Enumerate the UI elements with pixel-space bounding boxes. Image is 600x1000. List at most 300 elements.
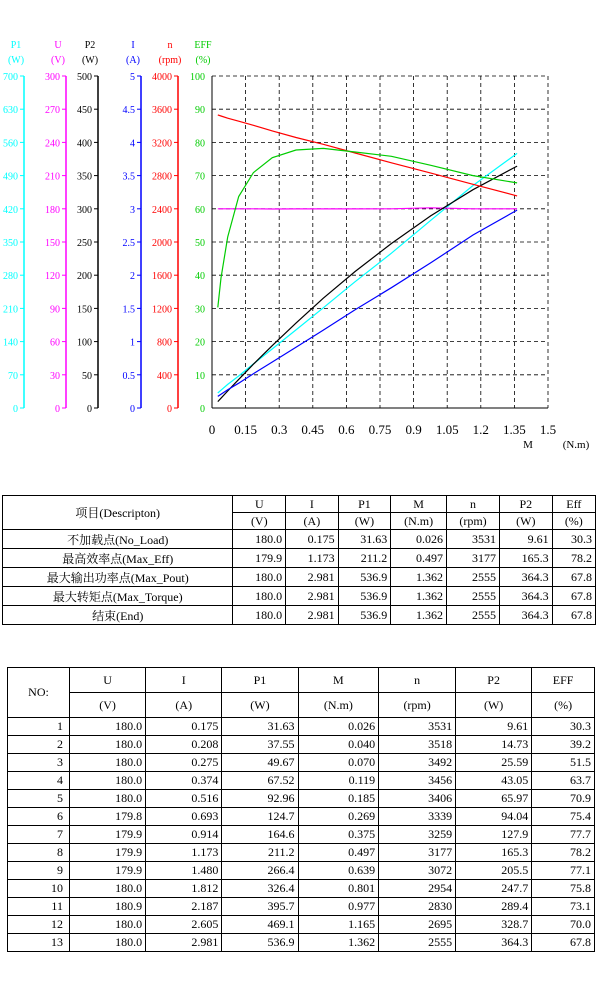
table-cell: 0.914 — [146, 826, 222, 844]
table-cell: 3531 — [379, 718, 456, 736]
table-cell: 77.1 — [532, 862, 595, 880]
table-row — [8, 754, 595, 772]
summary-header: P1 — [338, 496, 391, 513]
x-tick-label: 0.45 — [301, 422, 325, 437]
table-cell: 3339 — [379, 808, 456, 826]
points-unit: (A) — [146, 693, 222, 718]
table-cell: 65.97 — [456, 790, 532, 808]
x-tick-label: 1.35 — [503, 422, 526, 437]
points-header-no: NO: — [8, 668, 70, 718]
table-row — [8, 772, 595, 790]
table-cell: 127.9 — [456, 826, 532, 844]
tick-label: 3200 — [152, 138, 172, 150]
table-cell: 124.7 — [222, 808, 298, 826]
axis-unit: (W) — [81, 55, 99, 66]
table-cell: 70.0 — [532, 916, 595, 934]
tick-label: 560 — [3, 138, 18, 150]
summary-header: U — [233, 496, 286, 513]
tick-label: 10 — [195, 370, 205, 382]
x-tick-label: 0.15 — [234, 422, 257, 437]
tick-label: 60 — [195, 204, 205, 216]
tick-label: 90 — [50, 304, 60, 316]
table-cell: 3177 — [379, 844, 456, 862]
table-cell: 94.04 — [456, 808, 532, 826]
table-cell: 70.9 — [532, 790, 595, 808]
x-tick-label: 1.2 — [472, 422, 489, 437]
summary-header: P2 — [500, 496, 553, 513]
axis-i — [123, 40, 142, 415]
summary-header: n — [446, 496, 499, 513]
table-cell: 0.375 — [298, 826, 379, 844]
tick-label: 2400 — [152, 204, 172, 216]
summary-unit: (W) — [338, 513, 391, 530]
axis-name: I — [131, 40, 135, 51]
tick-label: 5 — [130, 72, 135, 83]
series-line-u — [218, 208, 517, 209]
table-cell: 77.7 — [532, 826, 595, 844]
axis-p1 — [3, 40, 24, 415]
axis-name: P1 — [10, 40, 22, 51]
table-cell: 180.0 — [69, 790, 145, 808]
axis-name: EFF — [194, 40, 212, 51]
table-cell: 最大输出功率点(Max_Pout) — [3, 568, 233, 587]
table-cell: 0.026 — [391, 530, 447, 549]
tick-label: 800 — [157, 337, 172, 349]
table-cell: 0.269 — [298, 808, 379, 826]
table-cell: 0.497 — [298, 844, 379, 862]
table-cell: 92.96 — [222, 790, 298, 808]
tick-label: 3600 — [152, 105, 172, 117]
table-row — [8, 718, 595, 736]
summary-unit: (A) — [286, 513, 339, 530]
points-unit-row — [8, 693, 595, 718]
series-line-i — [218, 210, 517, 396]
table-cell: 1.480 — [146, 862, 222, 880]
tick-label: 140 — [3, 337, 18, 349]
table-cell: 0.208 — [146, 736, 222, 754]
table-cell: 5 — [8, 790, 70, 808]
table-cell: 179.9 — [69, 862, 145, 880]
tick-label: 150 — [77, 304, 92, 316]
table-cell: 63.7 — [532, 772, 595, 790]
table-row — [8, 880, 595, 898]
x-tick-label: 0.75 — [368, 422, 392, 437]
table-cell: 0.497 — [391, 549, 447, 568]
tick-label: 350 — [77, 171, 92, 183]
table-cell: 49.67 — [222, 754, 298, 772]
table-cell: 75.8 — [532, 880, 595, 898]
axis-unit: (%) — [195, 55, 211, 66]
tick-label: 1600 — [152, 271, 172, 283]
table-row — [3, 568, 596, 587]
table-cell: 179.9 — [233, 549, 286, 568]
table-cell: 180.0 — [69, 736, 145, 754]
table-cell: 30.3 — [532, 718, 595, 736]
points-header: P1 — [222, 668, 298, 693]
table-cell: 536.9 — [338, 587, 391, 606]
table-cell: 364.3 — [500, 606, 553, 625]
table-cell: 78.2 — [532, 844, 595, 862]
table-cell: 3456 — [379, 772, 456, 790]
tick-label: 30 — [195, 304, 205, 316]
table-cell: 3072 — [379, 862, 456, 880]
tick-label: 30 — [50, 370, 60, 382]
table-cell: 2555 — [446, 606, 499, 625]
tick-label: 0 — [130, 404, 135, 415]
table-cell: 0.977 — [298, 898, 379, 916]
table-cell: 211.2 — [338, 549, 391, 568]
tick-label: 4.5 — [122, 105, 135, 117]
table-cell: 1.362 — [391, 587, 447, 606]
points-unit: (W) — [222, 693, 298, 718]
table-cell: 67.8 — [532, 934, 595, 952]
table-row — [3, 530, 596, 549]
points-unit: (N.m) — [298, 693, 379, 718]
table-cell: 165.3 — [456, 844, 532, 862]
tick-label: 40 — [195, 271, 205, 283]
table-row — [8, 916, 595, 934]
table-cell: 179.9 — [69, 844, 145, 862]
points-unit: (W) — [456, 693, 532, 718]
tick-label: 4 — [130, 138, 135, 150]
table-cell: 2.981 — [286, 587, 339, 606]
table-row — [3, 606, 596, 625]
tick-label: 1200 — [152, 304, 172, 316]
table-cell: 2.981 — [286, 606, 339, 625]
table-cell: 1.362 — [391, 606, 447, 625]
x-tick-label: 1.05 — [435, 422, 459, 437]
tick-label: 1.5 — [122, 304, 135, 316]
tick-label: 0 — [55, 404, 60, 415]
table-cell: 180.0 — [233, 606, 286, 625]
table-cell: 1.812 — [146, 880, 222, 898]
table-cell: 2830 — [379, 898, 456, 916]
table-cell: 43.05 — [456, 772, 532, 790]
points-unit: (V) — [69, 693, 145, 718]
table-cell: 75.4 — [532, 808, 595, 826]
table-cell: 1.173 — [146, 844, 222, 862]
table-cell: 0.175 — [286, 530, 339, 549]
tick-label: 500 — [77, 72, 92, 83]
table-row — [3, 549, 596, 568]
table-cell: 1.173 — [286, 549, 339, 568]
axis-name: U — [54, 40, 62, 51]
table-cell: 67.8 — [552, 587, 595, 606]
table-cell: 0.185 — [298, 790, 379, 808]
table-cell: 12 — [8, 916, 70, 934]
tick-label: 0.5 — [122, 370, 135, 382]
points-header: EFF — [532, 668, 595, 693]
table-row — [8, 790, 595, 808]
table-cell: 0.070 — [298, 754, 379, 772]
table-cell: 165.3 — [500, 549, 553, 568]
table-cell: 180.0 — [233, 587, 286, 606]
table-cell: 2555 — [379, 934, 456, 952]
table-cell: 536.9 — [222, 934, 298, 952]
table-cell: 0.693 — [146, 808, 222, 826]
axis-unit: (A) — [126, 55, 140, 66]
axis-n — [152, 40, 181, 415]
tick-label: 2000 — [152, 238, 172, 249]
table-cell: 2.605 — [146, 916, 222, 934]
table-cell: 3 — [8, 754, 70, 772]
tick-label: 270 — [45, 105, 60, 117]
tick-label: 700 — [3, 72, 18, 83]
series-line-p1 — [218, 153, 517, 393]
tick-label: 630 — [3, 105, 18, 117]
table-row — [8, 808, 595, 826]
series-line-p2 — [218, 166, 517, 402]
x-tick-label: 1.5 — [539, 422, 557, 437]
table-cell: 6 — [8, 808, 70, 826]
tick-label: 0 — [167, 404, 172, 415]
table-cell: 2.981 — [146, 934, 222, 952]
tick-label: 210 — [3, 304, 18, 316]
table-cell: 3518 — [379, 736, 456, 754]
table-cell: 180.9 — [69, 898, 145, 916]
table-cell: 2 — [8, 736, 70, 754]
motor-performance-chart — [0, 0, 600, 470]
table-cell: 180.0 — [69, 880, 145, 898]
tick-label: 3 — [130, 204, 135, 216]
tick-label: 2 — [130, 271, 135, 283]
points-table — [7, 667, 595, 952]
tick-label: 150 — [45, 238, 60, 249]
table-row — [8, 826, 595, 844]
table-cell: 0.516 — [146, 790, 222, 808]
table-cell: 179.9 — [69, 826, 145, 844]
series-line-n — [218, 115, 517, 196]
table-cell: 结束(End) — [3, 606, 233, 625]
table-cell: 0.275 — [146, 754, 222, 772]
table-cell: 8 — [8, 844, 70, 862]
table-cell: 469.1 — [222, 916, 298, 934]
table-cell: 364.3 — [500, 587, 553, 606]
table-cell: 31.63 — [222, 718, 298, 736]
table-cell: 51.5 — [532, 754, 595, 772]
table-cell: 0.026 — [298, 718, 379, 736]
table-cell: 4 — [8, 772, 70, 790]
x-axis-ticks — [209, 422, 590, 451]
table-cell: 180.0 — [69, 916, 145, 934]
table-cell: 3531 — [446, 530, 499, 549]
points-unit: (rpm) — [379, 693, 456, 718]
tick-label: 210 — [45, 171, 60, 183]
summary-header: Eff — [552, 496, 595, 513]
table-cell: 205.5 — [456, 862, 532, 880]
tick-label: 300 — [77, 204, 92, 216]
table-cell: 不加载点(No_Load) — [3, 530, 233, 549]
table-cell: 1.362 — [298, 934, 379, 952]
table-cell: 179.8 — [69, 808, 145, 826]
tick-label: 50 — [82, 370, 92, 382]
points-header-row — [8, 668, 595, 693]
tick-label: 400 — [157, 370, 172, 382]
tick-label: 3.5 — [122, 171, 135, 183]
summary-unit: (N.m) — [391, 513, 447, 530]
summary-header-row — [3, 496, 596, 513]
points-header: U — [69, 668, 145, 693]
tick-label: 60 — [50, 337, 60, 349]
summary-unit: (rpm) — [446, 513, 499, 530]
table-cell: 0.374 — [146, 772, 222, 790]
summary-header-item: 项目(Descripton) — [3, 496, 233, 530]
x-tick-label: 0 — [208, 422, 216, 437]
axis-name: P2 — [84, 40, 96, 51]
table-cell: 39.2 — [532, 736, 595, 754]
table-row — [8, 862, 595, 880]
table-cell: 536.9 — [338, 568, 391, 587]
table-cell: 2555 — [446, 587, 499, 606]
axis-name: n — [167, 40, 173, 51]
table-cell: 536.9 — [338, 606, 391, 625]
tick-label: 240 — [45, 138, 60, 150]
tick-label: 2.5 — [122, 238, 135, 249]
table-cell: 1.362 — [391, 568, 447, 587]
table-cell: 326.4 — [222, 880, 298, 898]
table-cell: 0.801 — [298, 880, 379, 898]
table-cell: 67.8 — [552, 568, 595, 587]
tick-label: 120 — [45, 271, 60, 283]
tick-label: 280 — [3, 271, 18, 283]
table-cell: 1 — [8, 718, 70, 736]
tick-label: 400 — [77, 138, 92, 150]
table-cell: 最高效率点(Max_Eff) — [3, 549, 233, 568]
tick-label: 450 — [77, 105, 92, 117]
summary-unit: (W) — [500, 513, 553, 530]
table-cell: 31.63 — [338, 530, 391, 549]
table-cell: 0.119 — [298, 772, 379, 790]
table-cell: 11 — [8, 898, 70, 916]
table-cell: 2.187 — [146, 898, 222, 916]
tick-label: 50 — [195, 238, 205, 249]
axis-unit: (W) — [7, 55, 25, 66]
axis-unit: (rpm) — [158, 55, 182, 66]
summary-unit: (V) — [233, 513, 286, 530]
table-cell: 2695 — [379, 916, 456, 934]
x-tick-label: 0.9 — [405, 422, 422, 437]
tick-label: 4000 — [152, 72, 172, 83]
table-cell: 3492 — [379, 754, 456, 772]
table-cell: 364.3 — [500, 568, 553, 587]
table-cell: 14.73 — [456, 736, 532, 754]
table-cell: 180.0 — [69, 754, 145, 772]
axis-u — [45, 40, 66, 415]
points-header: M — [298, 668, 379, 693]
y-axes-group — [3, 40, 212, 415]
points-header: P2 — [456, 668, 532, 693]
axis-eff — [190, 40, 212, 415]
tick-label: 70 — [8, 370, 18, 382]
table-cell: 266.4 — [222, 862, 298, 880]
table-cell: 13 — [8, 934, 70, 952]
points-unit: (%) — [532, 693, 595, 718]
table-row — [3, 587, 596, 606]
table-cell: 328.7 — [456, 916, 532, 934]
table-cell: 180.0 — [69, 934, 145, 952]
series-line-eff — [218, 148, 517, 307]
table-cell: 73.1 — [532, 898, 595, 916]
table-cell: 67.52 — [222, 772, 298, 790]
tick-label: 70 — [195, 171, 205, 183]
x-tick-label: 0.6 — [338, 422, 355, 437]
table-row — [8, 736, 595, 754]
table-cell: 3259 — [379, 826, 456, 844]
table-cell: 1.165 — [298, 916, 379, 934]
table-cell: 247.7 — [456, 880, 532, 898]
axis-unit: (V) — [51, 55, 65, 66]
table-cell: 180.0 — [69, 772, 145, 790]
tick-label: 250 — [77, 238, 92, 249]
table-cell: 9.61 — [456, 718, 532, 736]
table-cell: 最大转矩点(Max_Torque) — [3, 587, 233, 606]
tick-label: 420 — [3, 204, 18, 216]
tick-label: 100 — [190, 72, 205, 83]
table-cell: 37.55 — [222, 736, 298, 754]
table-cell: 0.040 — [298, 736, 379, 754]
plot-grid — [212, 76, 548, 408]
table-cell: 180.0 — [69, 718, 145, 736]
table-cell: 67.8 — [552, 606, 595, 625]
table-cell: 9 — [8, 862, 70, 880]
points-header: n — [379, 668, 456, 693]
table-cell: 2.981 — [286, 568, 339, 587]
tick-label: 200 — [77, 271, 92, 283]
table-cell: 180.0 — [233, 530, 286, 549]
points-header: I — [146, 668, 222, 693]
table-row — [8, 844, 595, 862]
table-row — [8, 898, 595, 916]
summary-header: M — [391, 496, 447, 513]
summary-header: I — [286, 496, 339, 513]
table-cell: 0.175 — [146, 718, 222, 736]
tick-label: 0 — [200, 404, 205, 415]
table-cell: 180.0 — [233, 568, 286, 587]
table-cell: 2555 — [446, 568, 499, 587]
series-group — [218, 115, 517, 402]
table-cell: 9.61 — [500, 530, 553, 549]
x-axis-label-m: M — [523, 439, 533, 451]
tick-label: 300 — [45, 72, 60, 83]
tick-label: 80 — [195, 138, 205, 150]
table-cell: 3406 — [379, 790, 456, 808]
table-cell: 10 — [8, 880, 70, 898]
axis-p2 — [77, 40, 98, 415]
table-cell: 7 — [8, 826, 70, 844]
table-cell: 164.6 — [222, 826, 298, 844]
tick-label: 100 — [77, 337, 92, 349]
table-cell: 364.3 — [456, 934, 532, 952]
summary-table — [2, 495, 596, 625]
table-cell: 78.2 — [552, 549, 595, 568]
tick-label: 490 — [3, 171, 18, 183]
tick-label: 20 — [195, 337, 205, 349]
x-axis-label-unit: (N.m) — [562, 439, 590, 451]
table-cell: 0.639 — [298, 862, 379, 880]
table-cell: 3177 — [446, 549, 499, 568]
tick-label: 2800 — [152, 171, 172, 183]
tick-label: 1 — [130, 337, 135, 349]
summary-unit: (%) — [552, 513, 595, 530]
tick-label: 0 — [87, 404, 92, 415]
table-cell: 25.59 — [456, 754, 532, 772]
tick-label: 350 — [3, 238, 18, 249]
table-row — [8, 934, 595, 952]
table-cell: 211.2 — [222, 844, 298, 862]
x-tick-label: 0.3 — [271, 422, 288, 437]
tick-label: 180 — [45, 204, 60, 216]
table-cell: 395.7 — [222, 898, 298, 916]
